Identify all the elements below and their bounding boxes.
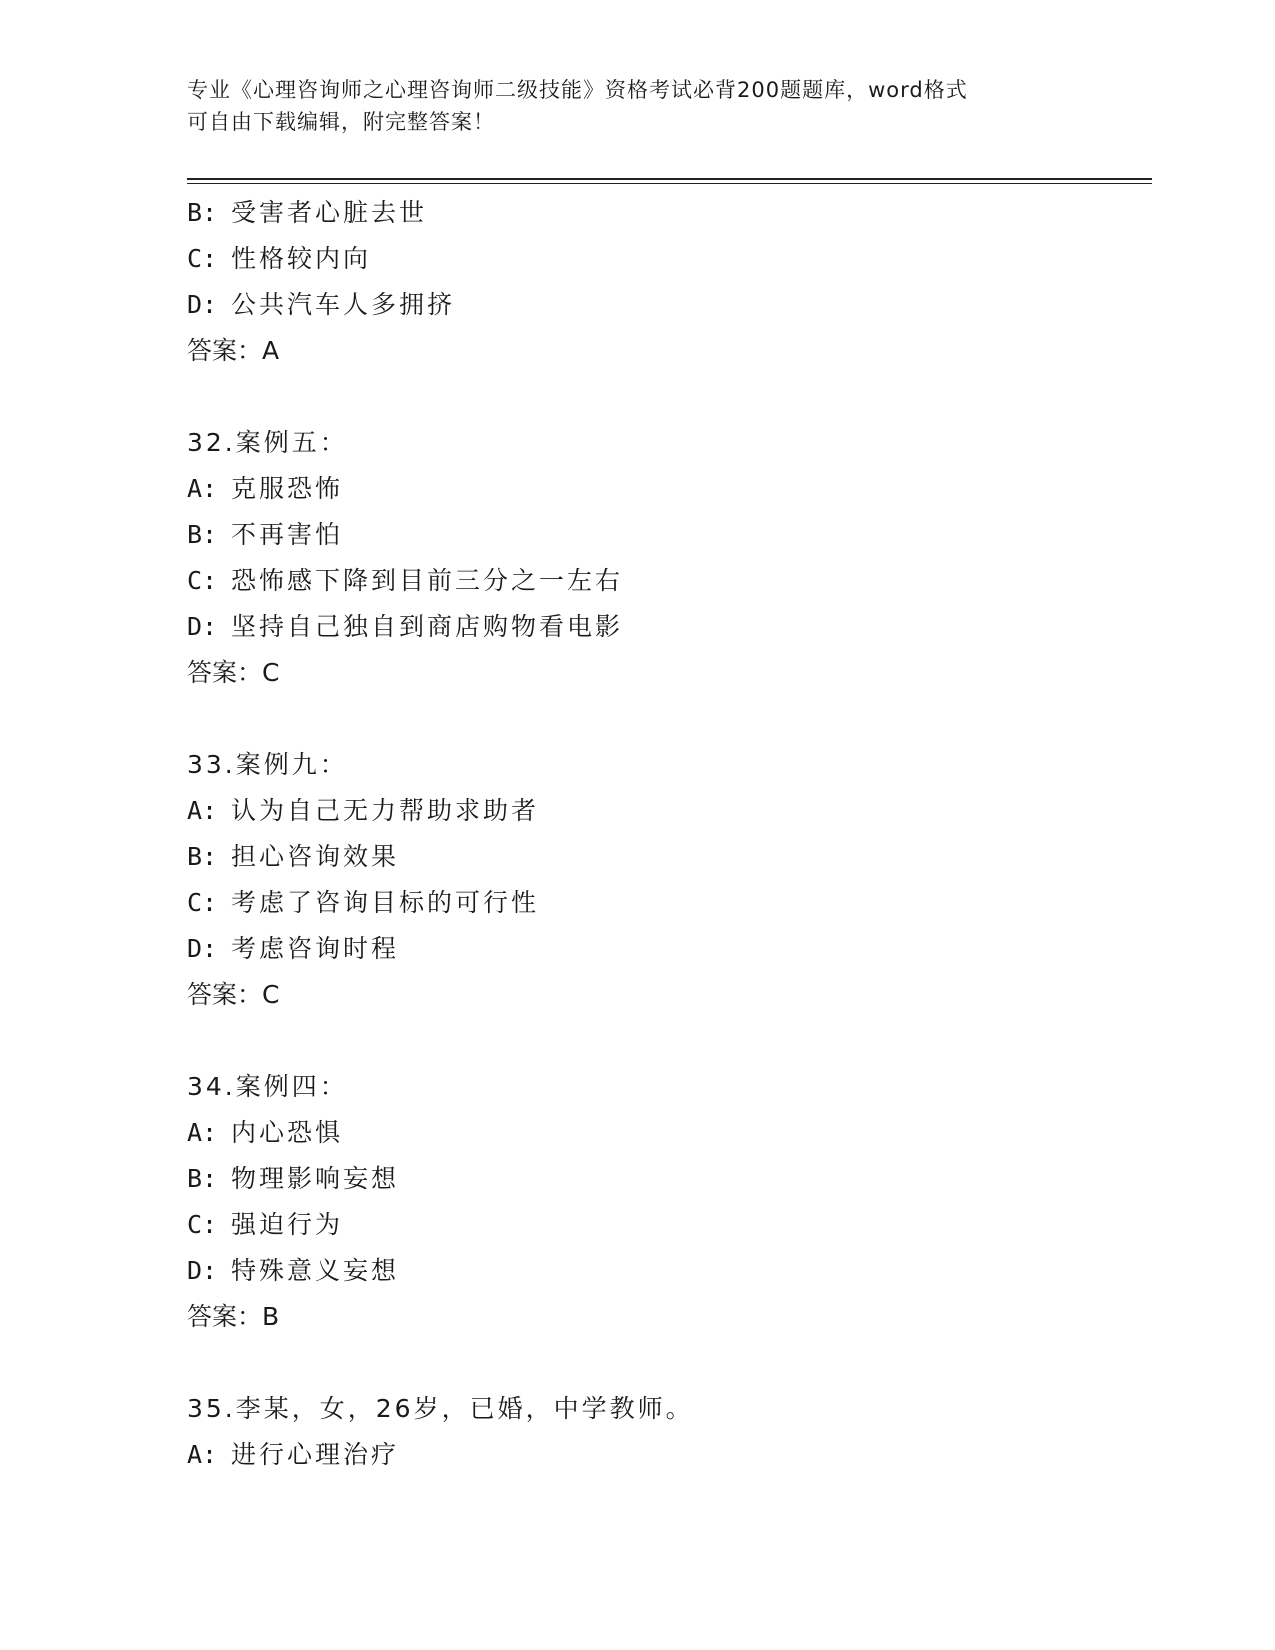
option-prefix: A: [187,1118,218,1147]
answer-line [187,972,1147,1018]
option-c [187,880,1147,926]
option-b [187,512,1147,558]
option-text: 受害者心脏去世 [231,198,428,227]
option-text: 公共汽车人多拥挤 [231,290,456,319]
option-a [187,1110,1147,1156]
option-text: 进行心理治疗 [231,1440,400,1469]
option-a [187,1432,1147,1478]
header-line-1: 专业《心理咨询师之心理咨询师二级技能》资格考试必背200题题库，word格式 [187,78,968,102]
option-prefix: C: [187,566,218,595]
option-prefix: D: [187,1256,218,1285]
option-prefix: A: [187,474,218,503]
document-header [187,74,1087,138]
option-text: 内心恐惧 [231,1118,344,1147]
header-divider-thick [187,178,1152,180]
option-prefix: B: [187,520,218,549]
answer-label: 答案： [187,658,263,687]
answer-label: 答案： [187,336,263,365]
option-text: 强迫行为 [231,1210,344,1239]
option-prefix: D: [187,934,218,963]
option-text: 克服恐怖 [231,474,344,503]
option-prefix: B: [187,842,218,871]
answer-value: A [262,336,280,365]
option-text: 坚持自己独自到商店购物看电影 [231,612,624,641]
option-c [187,1202,1147,1248]
question-stem: 33.案例九： [187,750,348,779]
question-32 [187,420,1147,696]
answer-line [187,1294,1147,1340]
answer-line [187,650,1147,696]
option-c [187,558,1147,604]
option-d [187,1248,1147,1294]
option-text: 性格较内向 [231,244,372,273]
question-list [187,190,1147,1478]
option-prefix: D: [187,612,218,641]
answer-value: C [262,658,280,687]
option-b [187,190,1147,236]
answer-value: B [262,1302,280,1331]
question-31-tail [187,190,1147,374]
spacer [187,1018,1147,1064]
option-text: 物理影响妄想 [231,1164,400,1193]
answer-line [187,328,1147,374]
answer-label: 答案： [187,980,263,1009]
option-d [187,282,1147,328]
question-stem: 35.李某，女，26岁，已婚，中学教师。 [187,1394,694,1423]
question-35 [187,1386,1147,1478]
option-prefix: B: [187,198,218,227]
option-prefix: D: [187,290,218,319]
header-line-2: 可自由下载编辑，附完整答案！ [187,110,495,134]
spacer [187,1340,1147,1386]
header-divider-thin [187,183,1152,184]
option-a [187,788,1147,834]
option-text: 不再害怕 [231,520,344,549]
option-text: 认为自己无力帮助求助者 [231,796,540,825]
option-prefix: A: [187,1440,218,1469]
option-text: 考虑咨询时程 [231,934,400,963]
option-text: 特殊意义妄想 [231,1256,400,1285]
option-text: 考虑了咨询目标的可行性 [231,888,540,917]
option-prefix: C: [187,244,218,273]
question-34 [187,1064,1147,1340]
option-text: 恐怖感下降到目前三分之一左右 [231,566,624,595]
option-prefix: B: [187,1164,218,1193]
option-b [187,1156,1147,1202]
spacer [187,374,1147,420]
option-prefix: C: [187,1210,218,1239]
option-text: 担心咨询效果 [231,842,400,871]
option-prefix: C: [187,888,218,917]
option-d [187,604,1147,650]
answer-value: C [262,980,280,1009]
option-c [187,236,1147,282]
question-stem: 34.案例四： [187,1072,348,1101]
option-b [187,834,1147,880]
answer-label: 答案： [187,1302,263,1331]
question-33 [187,742,1147,1018]
option-a [187,466,1147,512]
option-prefix: A: [187,796,218,825]
spacer [187,696,1147,742]
option-d [187,926,1147,972]
question-stem: 32.案例五： [187,428,348,457]
